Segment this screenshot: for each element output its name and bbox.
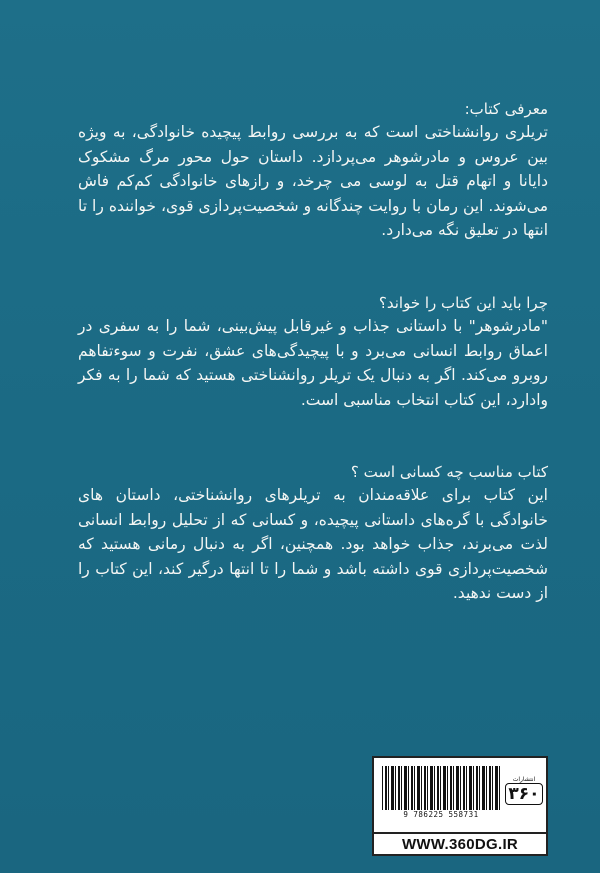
section-book-introduction <box>78 98 548 243</box>
publisher-label: انتشارات <box>512 775 536 783</box>
section-title: کتاب مناسب چه کسانی است ؟ <box>350 463 548 481</box>
section-body: این کتاب برای علاقه‌مندان به تریلرهای روانشناختی، داستان های خانوادگی با گره‌های داستانی پیچیده، و کسانی که از تحلیل روابط انسانی لذت می‌برند، جذاب خواهد بود. همچنین، اگر به دنبال رمانی هستید که شخصیت‌پردازی قوی داشته باشد و شما را تا انتها درگیر کند، این کتاب را از دست ندهید. <box>78 486 548 602</box>
barcode-icon <box>382 766 500 810</box>
publisher-logo-number: ۳۶۰ <box>505 783 542 805</box>
isbn-barcode-box <box>372 756 548 834</box>
website-box <box>372 832 548 856</box>
section-title: چرا باید این کتاب را خواند؟ <box>378 294 548 312</box>
publisher-logo <box>505 764 543 816</box>
isbn-number: 9 786225 558731 <box>403 810 479 819</box>
section-title: معرفی کتاب: <box>464 100 548 118</box>
section-body: تریلری روانشناختی است که به بررسی روابط پیچیده خانوادگی، به ویژه بین عروس و مادرشوهر می‌پردازد. داستان حول محور مرگ مشکوک دایانا و اتهام قتل به لوسی می چرخد، و رازهای خانوادگی کم‌کم فاش می‌شوند. این رمان با روایت چندگانه و شخصیت‌پردازی قوی، خواننده را تا انتها در تعلیق نگه می‌دارد. <box>78 123 548 239</box>
section-target-audience <box>78 461 548 606</box>
section-body: "مادرشوهر" با داستانی جذاب و غیرقابل پیش‌بینی، شما را به سفری در اعماق روابط انسانی می‌برد و با پیچیدگی‌های عشق، نفرت و سوءتفاهم روبرو می‌کند. اگر به دنبال یک تریلر روانشناختی هستید که شما را به فکر وادارد، این کتاب انتخاب مناسبی است. <box>78 317 548 409</box>
publisher-website: WWW.360DG.IR <box>401 835 519 853</box>
section-why-read <box>78 292 548 412</box>
